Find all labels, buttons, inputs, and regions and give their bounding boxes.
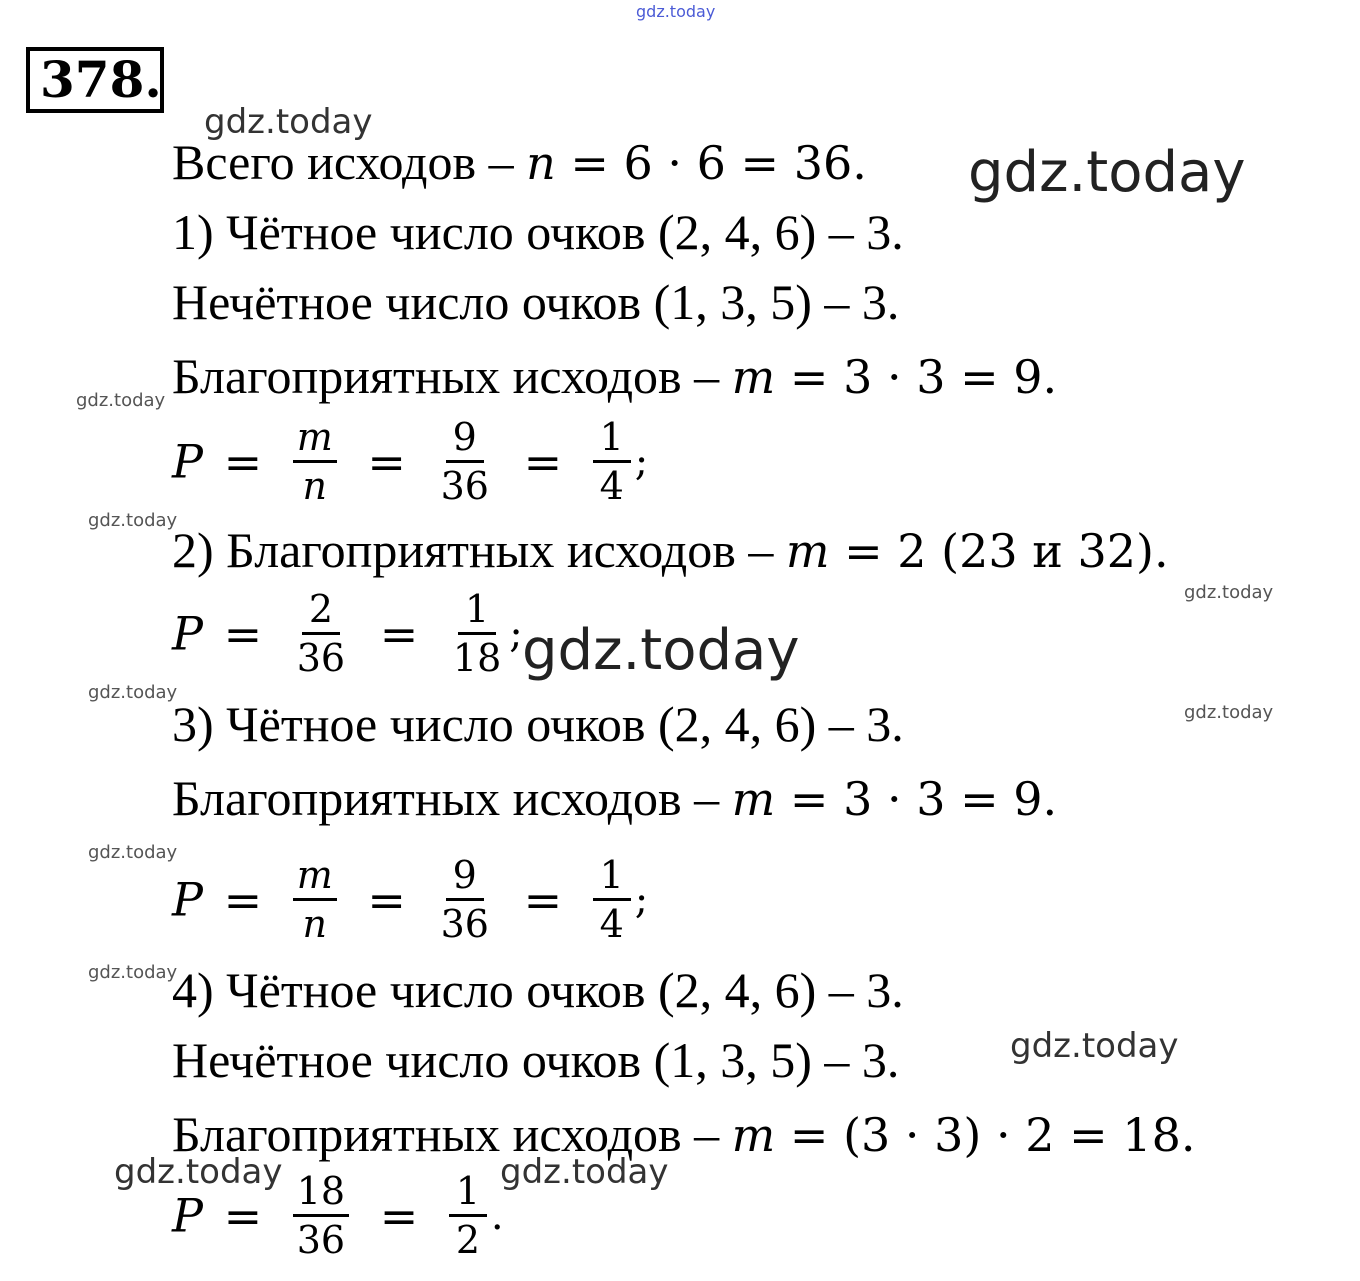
fraction (437, 853, 493, 946)
watermark: gdz.today (968, 140, 1246, 205)
line-expression: = 2 (23 и 32). (829, 524, 1169, 578)
equals-sign: = (379, 606, 419, 661)
denominator: 4 (599, 902, 624, 946)
watermark: gdz.today (500, 1152, 669, 1192)
variable-m: m (731, 1108, 776, 1162)
equals-sign: = (223, 606, 263, 661)
part3-even-line: 3) Чётное число очков (2, 4, 6) – 3. (172, 696, 904, 752)
variable-m: m (731, 350, 776, 404)
formula-2 (172, 587, 523, 680)
equals-sign: = (379, 1188, 419, 1243)
line-expression: = 3 · 3 = 9. (775, 772, 1058, 826)
line-text: Благоприятных исходов – (172, 348, 732, 404)
formula-p: P (172, 434, 203, 489)
denominator: 2 (455, 1218, 480, 1262)
numerator: m (293, 856, 337, 901)
formula-p: P (172, 1188, 203, 1243)
punctuation: ; (634, 876, 649, 923)
watermark: gdz.today (114, 1152, 283, 1192)
watermark: gdz.today (88, 510, 178, 531)
formula-p: P (172, 872, 203, 927)
fraction (293, 415, 337, 508)
numerator: 1 (593, 418, 631, 463)
variable-m: m (785, 524, 830, 578)
part4-even-line: 4) Чётное число очков (2, 4, 6) – 3. (172, 962, 904, 1018)
numerator: 18 (293, 1172, 349, 1217)
denominator: 4 (599, 464, 624, 508)
watermark: gdz.today (88, 682, 178, 703)
watermark: gdz.today (1010, 1026, 1179, 1066)
part4-odd-line: Нечётное число очков (1, 3, 5) – 3. (172, 1032, 900, 1088)
fraction (593, 415, 631, 508)
part1-odd-line: Нечётное число очков (1, 3, 5) – 3. (172, 274, 900, 330)
watermark: gdz.today (88, 842, 178, 863)
denominator: 36 (296, 1218, 346, 1262)
line-text: 2) Благоприятных исходов – (172, 522, 786, 578)
formula-4 (172, 1169, 504, 1262)
equals-sign: = (523, 872, 563, 927)
fraction (449, 1169, 487, 1262)
denominator: n (302, 902, 327, 946)
numerator: 9 (446, 418, 484, 463)
numerator: 9 (446, 856, 484, 901)
equals-sign: = (523, 434, 563, 489)
fraction (293, 853, 337, 946)
line-text: Благоприятных исходов – (172, 770, 732, 826)
watermark: gdz.today (636, 2, 716, 21)
watermark: gdz.today (204, 102, 373, 142)
fraction (593, 853, 631, 946)
formula-3 (172, 853, 649, 946)
numerator: 2 (302, 590, 340, 635)
variable-n: n (526, 136, 556, 190)
numerator: m (293, 418, 337, 463)
watermark: gdz.today (88, 962, 178, 983)
fraction (293, 1169, 349, 1262)
part1-favorable-line (172, 346, 1057, 407)
numerator: 1 (458, 590, 496, 635)
denominator: 36 (440, 464, 489, 508)
equals-sign: = (223, 872, 263, 927)
equals-sign: = (367, 872, 406, 927)
equals-sign: = (367, 434, 406, 489)
line-text: Всего исходов – (172, 134, 527, 190)
denominator: 36 (296, 636, 346, 680)
denominator: 18 (452, 636, 502, 680)
line-expression: = 6 · 6 = 36. (555, 136, 867, 190)
denominator: 36 (440, 902, 489, 946)
line-expression: = (3 · 3) · 2 = 18. (775, 1108, 1196, 1162)
punctuation: ; (509, 610, 523, 657)
equals-sign: = (223, 1188, 263, 1243)
formula-p: P (172, 606, 203, 661)
punctuation: ; (634, 438, 649, 485)
numerator: 1 (449, 1172, 487, 1217)
watermark: gdz.today (1184, 702, 1274, 723)
punctuation: . (490, 1192, 504, 1239)
watermark: gdz.today (76, 390, 166, 411)
fraction (293, 587, 349, 680)
formula-1 (172, 415, 649, 508)
watermark: gdz.today (522, 618, 800, 683)
fraction (449, 587, 505, 680)
denominator: n (302, 464, 327, 508)
line-text: Благоприятных исходов – (172, 1106, 732, 1162)
problem-number: 378. (26, 47, 164, 113)
fraction (437, 415, 493, 508)
equals-sign: = (223, 434, 263, 489)
part4-favorable-line (172, 1104, 1195, 1165)
part1-even-line: 1) Чётное число очков (2, 4, 6) – 3. (172, 204, 904, 260)
part2-favorable-line (172, 520, 1169, 581)
numerator: 1 (593, 856, 631, 901)
total-outcomes-line (172, 132, 867, 193)
line-expression: = 3 · 3 = 9. (775, 350, 1058, 404)
watermark: gdz.today (1184, 582, 1274, 603)
part3-favorable-line (172, 768, 1057, 829)
variable-m: m (731, 772, 776, 826)
